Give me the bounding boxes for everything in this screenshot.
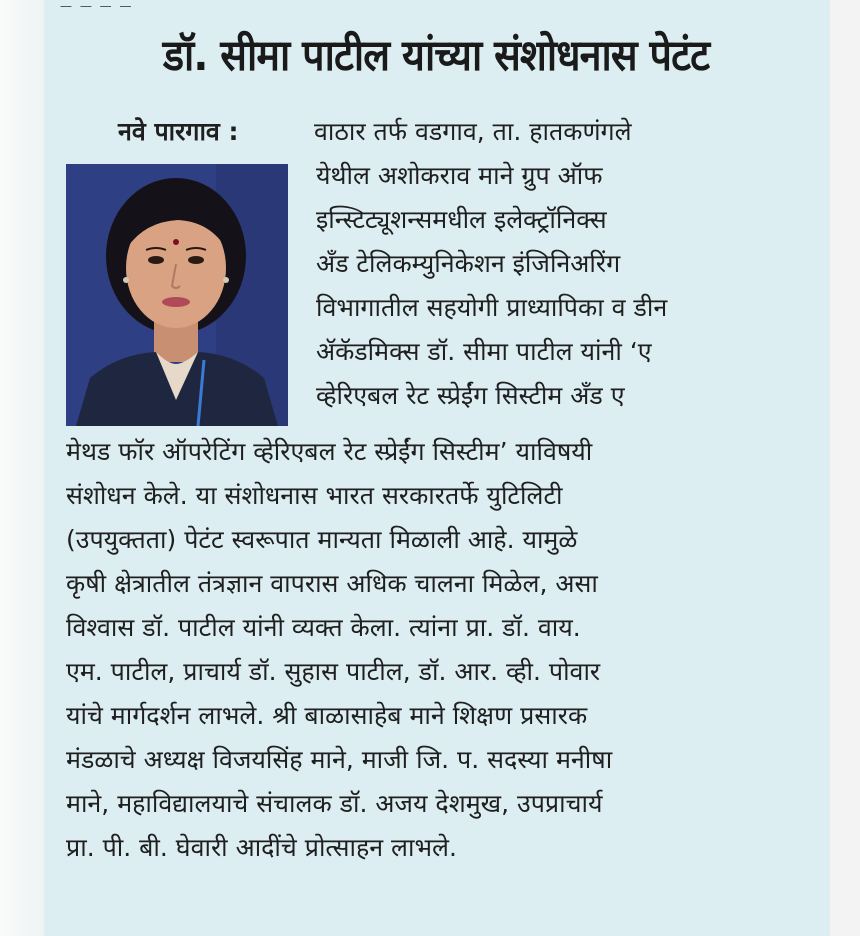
body-line-5: विभागातील सहयोगी प्राध्यापिका व डीन	[316, 293, 668, 322]
body-line-8: मेथड फॉर ऑपरेटिंग व्हेरिएबल रेट स्प्रेईंग सिस्टीम’ याविषयी	[66, 437, 593, 466]
body-line-1: वाठार तर्फ वडगाव, ता. हातकणंगले	[314, 117, 632, 146]
body-line-9: संशोधन केले. या संशोधनास भारत सरकारतर्फे युटिलिटी	[66, 481, 563, 510]
body-line-12: विश्वास डॉ. पाटील यांनी व्यक्त केला. त्यांना प्रा. डॉ. वाय.	[66, 613, 581, 642]
body-line-7: व्हेरिएबल रेट स्प्रेईंग सिस्टीम अँड ए	[316, 381, 625, 410]
body-line-10: (उपयुक्तता) पेटंट स्वरूपात मान्यता मिळाली आहे. यामुळे	[66, 525, 578, 554]
portrait-illustration	[66, 164, 288, 426]
headline: डॉ. सीमा पाटील यांच्या संशोधनास पेटंट	[162, 31, 710, 81]
body-line-17: प्रा. पी. बी. घेवारी आदींचे प्रोत्साहन लाभले.	[66, 833, 457, 862]
body-line-14: यांचे मार्गदर्शन लाभले. श्री बाळासाहेब माने शिक्षण प्रसारक	[66, 701, 588, 730]
cut-off-top-text: — — — —	[60, 0, 134, 12]
page-left-margin	[0, 0, 44, 936]
body-line-4: अँड टेलिकम्युनिकेशन इंजिनिअरिंग	[316, 249, 621, 278]
body-line-6: ॲकॅडमिक्स डॉ. सीमा पाटील यांनी ‘ए	[316, 337, 652, 366]
page-right-margin	[830, 0, 860, 936]
body-line-15: मंडळाचे अध्यक्ष विजयसिंह माने, माजी जि. प. सदस्या मनीषा	[66, 745, 613, 774]
body-line-13: एम. पाटील, प्राचार्य डॉ. सुहास पाटील, डॉ. आर. व्ही. पोवार	[66, 657, 601, 686]
body-line-11: कृषी क्षेत्रातील तंत्रज्ञान वापरास अधिक चालना मिळेल, असा	[66, 569, 598, 598]
author-photo	[66, 164, 288, 426]
body-line-16: माने, महाविद्यालयाचे संचालक डॉ. अजय देशमुख, उपप्राचार्य	[66, 789, 603, 818]
body-line-3: इन्स्टिट्यूशन्समधील इलेक्ट्रॉनिक्स	[316, 205, 607, 234]
body-line-2: येथील अशोकराव माने ग्रुप ऑफ	[316, 161, 603, 190]
dateline: नवे पारगाव :	[118, 117, 239, 146]
